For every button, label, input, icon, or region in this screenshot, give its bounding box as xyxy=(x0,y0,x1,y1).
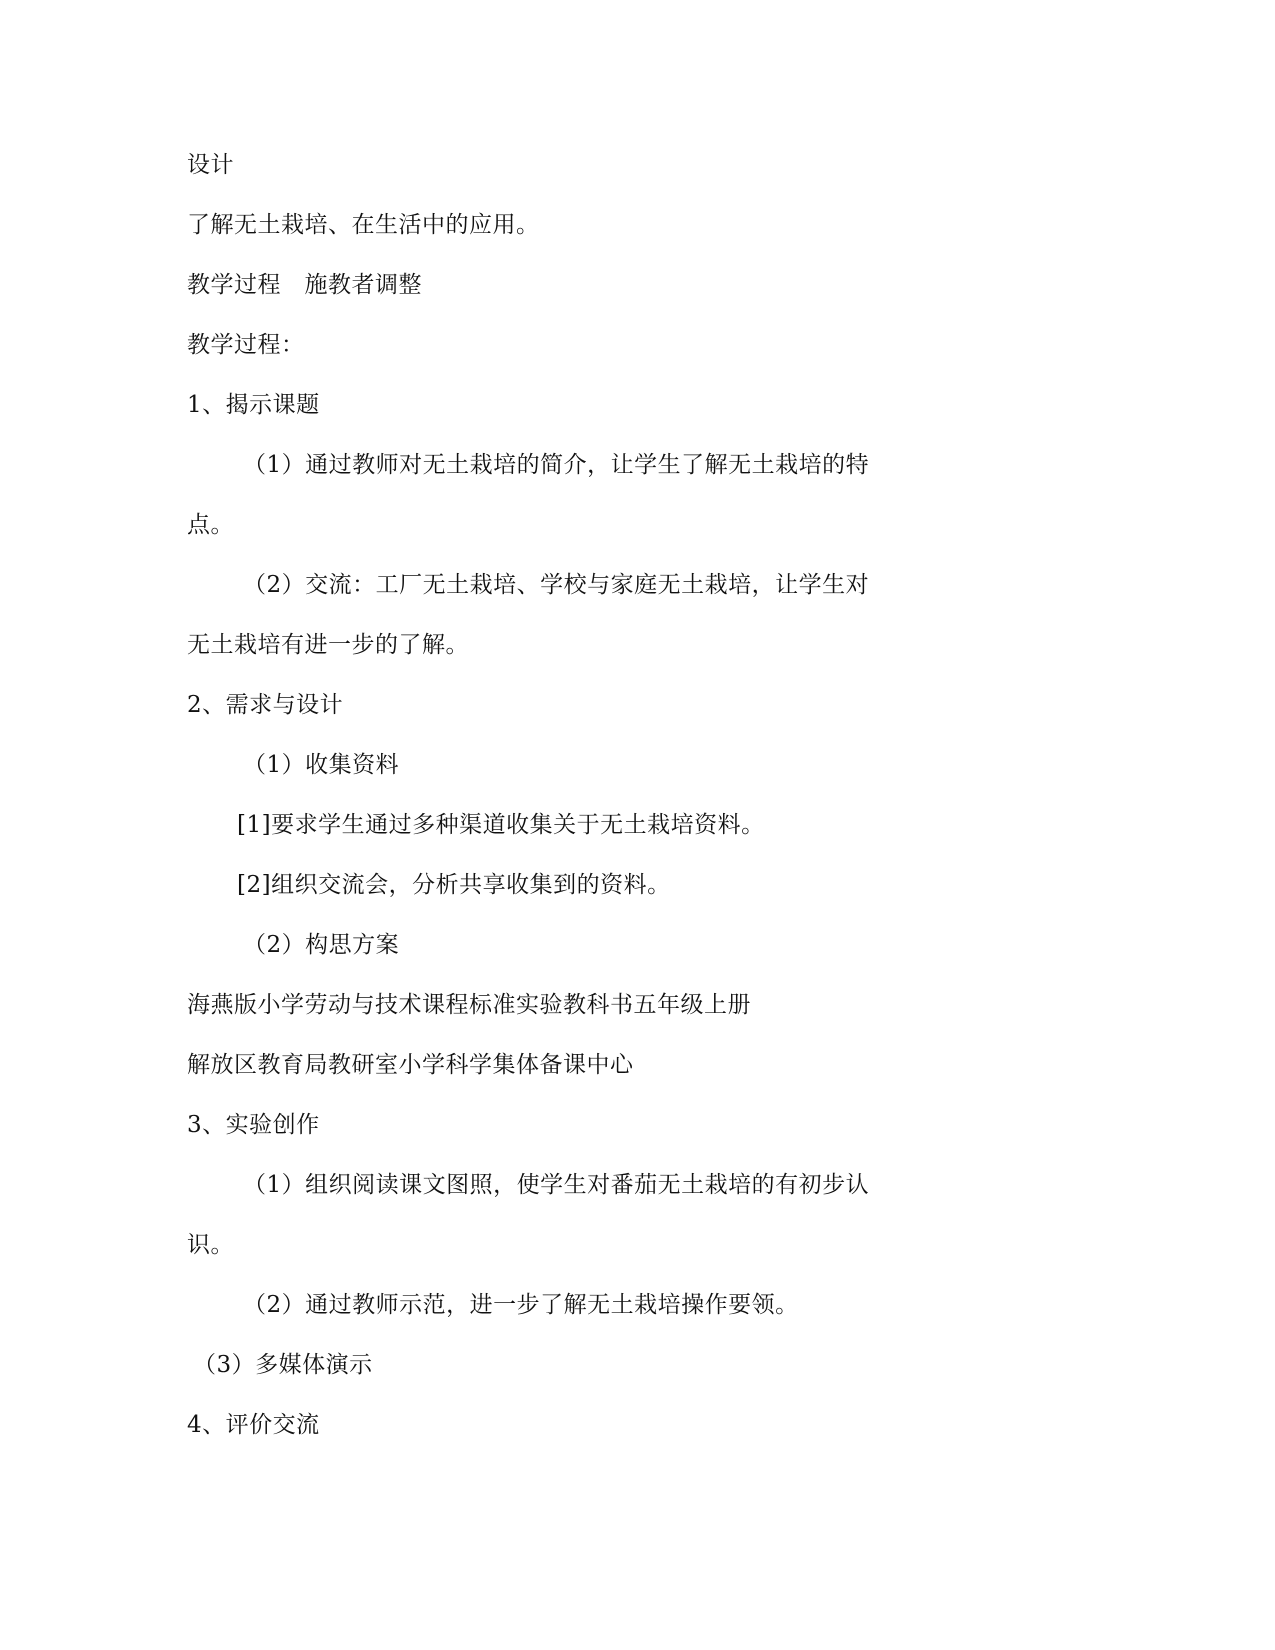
step-3-heading: 3、实验创作 xyxy=(187,1112,320,1138)
step-2-heading: 2、需求与设计 xyxy=(187,692,344,718)
step-3-item-1-continued: 识。 xyxy=(187,1232,234,1258)
step-1-item-2: （2）交流：工厂无土栽培、学校与家庭无土栽培，让学生对 xyxy=(243,572,870,598)
step-3-item-2: （2）通过教师示范，进一步了解无土栽培操作要领。 xyxy=(243,1292,799,1318)
section-heading-design: 设计 xyxy=(187,152,234,178)
step-1-heading: 1、揭示课题 xyxy=(187,392,320,418)
paragraph-goal: 了解无土栽培、在生活中的应用。 xyxy=(187,212,540,238)
step-3-item-1: （1）组织阅读课文图照，使学生对番茄无土栽培的有初步认 xyxy=(243,1172,870,1198)
step-2-item-1: （1）收集资料 xyxy=(243,752,400,778)
table-header-process: 教学过程 施教者调整 xyxy=(187,272,422,298)
step-2-subitem-2: [2]组织交流会，分析共享收集到的资料。 xyxy=(237,872,671,898)
step-3-item-3: （3）多媒体演示 xyxy=(193,1352,373,1378)
footer-textbook: 海燕版小学劳动与技术课程标准实验教科书五年级上册 xyxy=(187,992,751,1018)
heading-teaching-process: 教学过程： xyxy=(187,332,305,358)
step-1-item-2-continued: 无土栽培有进一步的了解。 xyxy=(187,632,469,658)
step-1-item-1-continued: 点。 xyxy=(187,512,234,538)
step-2-subitem-1: [1]要求学生通过多种渠道收集关于无土栽培资料。 xyxy=(237,812,765,838)
step-2-item-2: （2）构思方案 xyxy=(243,932,400,958)
footer-center: 解放区教育局教研室小学科学集体备课中心 xyxy=(187,1052,634,1078)
step-4-heading: 4、评价交流 xyxy=(187,1412,320,1438)
step-1-item-1: （1）通过教师对无土栽培的简介，让学生了解无土栽培的特 xyxy=(243,452,870,478)
